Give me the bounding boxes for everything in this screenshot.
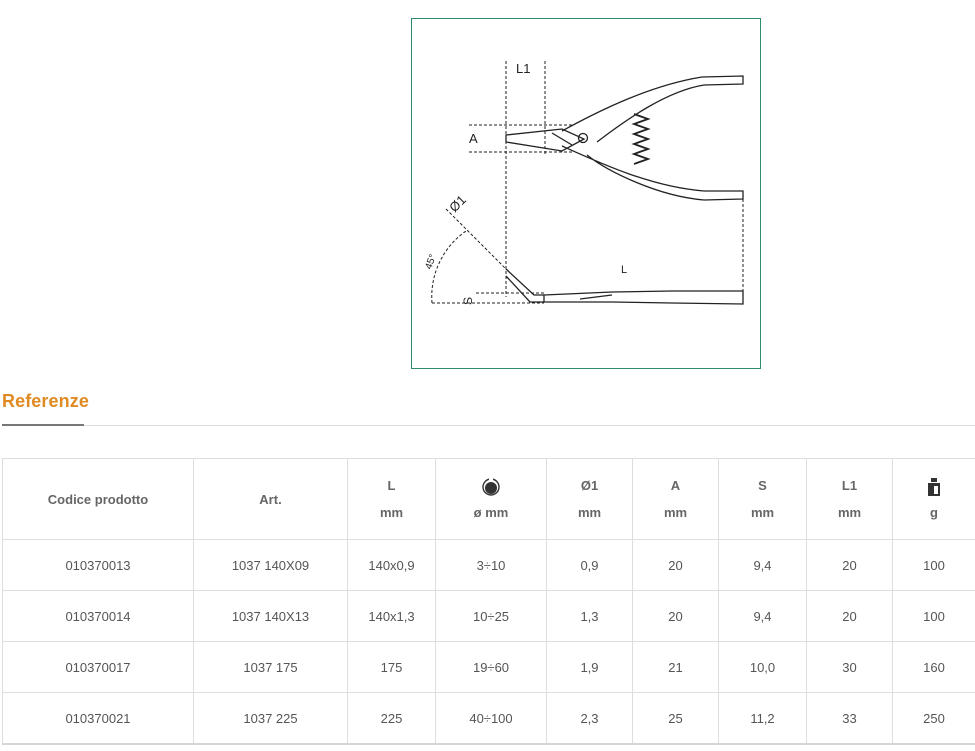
circlip-icon [481,477,501,497]
section-divider [2,425,975,426]
cell-phi1: 0,9 [547,540,633,591]
col-header-label: L1 [841,477,858,493]
label-l: L [621,264,628,276]
cell-codice: 010370017 [3,642,194,693]
table-header-row [3,459,975,540]
cell-l1: 20 [807,540,893,591]
col-header-label: L [387,477,396,493]
col-header-codice [3,459,194,540]
cell-l: 175 [348,642,436,693]
cell-phi1: 2,3 [547,693,633,745]
col-header-label: Art. [259,491,282,507]
col-header-weight [893,459,975,540]
cell-diameter: 10÷25 [436,591,547,642]
cell-art: 1037 175 [194,642,348,693]
cell-diameter: 19÷60 [436,642,547,693]
col-header-art [194,459,348,540]
cell-s: 11,2 [719,693,807,745]
col-header-unit: mm [750,504,775,520]
cell-phi1: 1,9 [547,642,633,693]
cell-weight: 160 [893,642,975,693]
col-header-unit: mm [379,504,404,520]
cell-weight: 100 [893,591,975,642]
label-s: S [461,296,475,305]
cell-art: 1037 140X09 [194,540,348,591]
product-drawing [411,18,761,369]
cell-l: 140x0,9 [348,540,436,591]
col-header-unit: ø mm [473,504,509,520]
cell-l1: 20 [807,591,893,642]
label-angle: 45° [423,252,440,271]
section-title: Referenze [2,391,89,411]
cell-l1: 30 [807,642,893,693]
col-header-phi1 [547,459,633,540]
col-header-l [348,459,436,540]
col-header-s [719,459,807,540]
col-header-label: S [758,477,767,493]
pliers-diagram [412,19,762,370]
cell-weight: 100 [893,540,975,591]
cell-codice: 010370013 [3,540,194,591]
cell-art: 1037 225 [194,693,348,745]
cell-s: 9,4 [719,591,807,642]
cell-phi1: 1,3 [547,591,633,642]
cell-l1: 33 [807,693,893,745]
table-row [3,693,975,745]
cell-a: 25 [633,693,719,745]
section-title-underline [2,424,84,426]
cell-s: 10,0 [719,642,807,693]
table-row [3,642,975,693]
cell-codice: 010370021 [3,693,194,745]
col-header-a [633,459,719,540]
cell-codice: 010370014 [3,591,194,642]
references-table [2,458,975,745]
col-header-unit: mm [663,504,688,520]
cell-s: 9,4 [719,540,807,591]
cell-diameter: 40÷100 [436,693,547,745]
label-a: A [469,131,478,146]
table-row [3,540,975,591]
label-phi1: Ø1 [446,192,469,216]
col-header-label: A [670,477,681,493]
col-header-unit: mm [837,504,862,520]
cell-diameter: 3÷10 [436,540,547,591]
cell-l: 225 [348,693,436,745]
weight-icon [924,477,944,497]
cell-weight: 250 [893,693,975,745]
col-header-unit: mm [577,504,602,520]
cell-l: 140x1,3 [348,591,436,642]
col-header-diameter [436,459,547,540]
col-header-unit: g [930,504,938,520]
cell-a: 21 [633,642,719,693]
label-l1: L1 [516,61,531,76]
cell-a: 20 [633,591,719,642]
col-header-l1 [807,459,893,540]
table-row [3,591,975,642]
col-header-label: Ø1 [580,477,599,493]
cell-a: 20 [633,540,719,591]
col-header-label: Codice prodotto [47,491,149,507]
cell-art: 1037 140X13 [194,591,348,642]
